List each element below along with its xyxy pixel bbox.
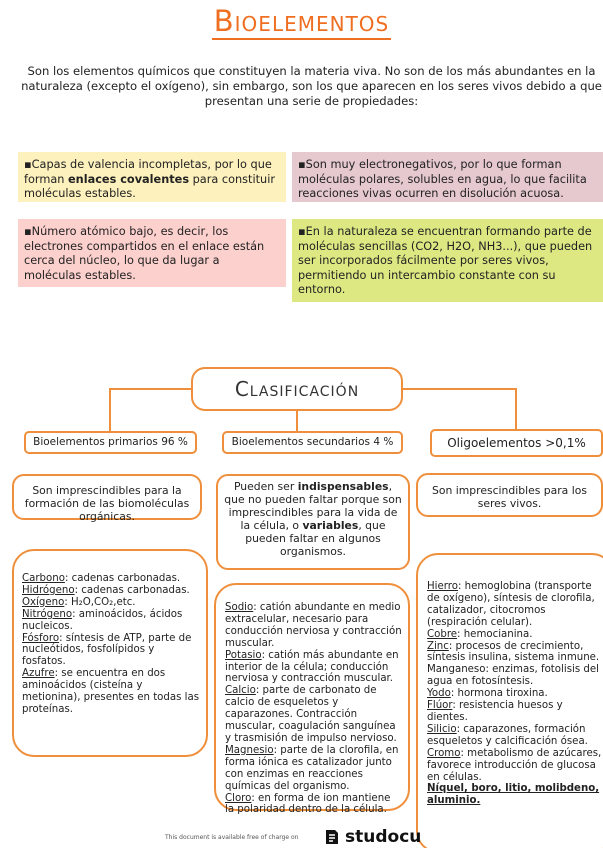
list-item: Hierro: hemoglobina (transporte de oxígeno), síntesis de clorofila, catalizador, citocromos (respiración celular). — [427, 581, 595, 628]
property-note-numero-atomico: ▪Número atómico bajo, es decir, los electrones compartidos en el enlace están cerca del núcleo, lo que da lugar a moléculas estables. — [18, 219, 286, 287]
list-item: Fósforo: síntesis de ATP, parte de nucleótidos, fosfolípidos y fosfatos. — [22, 632, 192, 668]
list-item: Silicio: caparazones, formación esqueletos y calcificación ósea. — [427, 723, 588, 747]
clasificacion-heading: Clasificación — [191, 367, 403, 411]
property-note-valencia: ▪Capas de valencia incompletas, por lo que forman enlaces covalentes para constituir moléculas estables. — [18, 152, 286, 202]
list-oligoelementos — [416, 553, 603, 848]
property-note-electronegativos: ▪Son muy electronegativos, por lo que forman moléculas polares, solubles en agua, lo que facilita reacciones vivas ocurren en disolución acuosa. — [292, 152, 603, 202]
list-item: Sodio: catión abundante en medio extracelular, necesario para conducción nerviosa y contracción muscular. — [225, 602, 402, 649]
list-item: Zinc: procesos de crecimiento, síntesis insulina, sistema inmune. — [427, 640, 600, 664]
studocu-logo-link[interactable]: studocu — [322, 827, 421, 847]
list-item: Yodo: hormona tiroxina. — [427, 688, 548, 700]
list-item: Cromo: metabolismo de azúcares, favorece introducción de glucosa en células. — [427, 747, 602, 783]
category-primarios: Bioelementos primarios 96 % — [24, 431, 197, 454]
list-item: Cloro: en forma de ion mantiene la polaridad dentro de la célula. — [225, 792, 391, 816]
list-item: Flúor: resistencia huesos y dientes. — [427, 700, 563, 723]
list-primarios — [12, 549, 208, 757]
footer-note: This document is available free of charge on — [165, 834, 299, 841]
connector-left — [110, 389, 191, 431]
list-item: Azufre: se encuentra en dos aminoácidos (cisteína y metionina), presentes en todas las proteínas. — [22, 668, 200, 715]
property-note-naturaleza: ▪En la naturaleza se encuentran formando parte de moléculas sencillas (CO2, H2O, NH3...), que pueden ser incorporados fácilmente por seres vivos, permitiendo un intercambio constante con su entorno. — [292, 219, 603, 302]
list-item: Calcio: parte de carbonato de calcio de esqueletos y caparazones. Contracción muscular, coagulación sanguínea y trasmisión de impulso nervioso. — [225, 685, 397, 744]
description-primarios: Son imprescindibles para la formación de las biomoléculas orgánicas. — [12, 474, 202, 520]
list-secundarios — [214, 583, 410, 816]
connector-right — [403, 389, 516, 429]
description-secundarios: Pueden ser indispensables, que no pueden faltar porque son imprescindibles para la vida de la célula, o variables, que pueden faltar en algunos organismos. — [216, 474, 410, 570]
list-item: Magnesio: parte de la clorofila, en forma iónica es catalizador junto con enzimas en reacciones químicas del organismo. — [225, 744, 399, 792]
list-item: Oxígeno: H₂O,CO₂,etc. — [22, 596, 136, 608]
list-item: Hidrógeno: cadenas carbonadas. — [22, 584, 190, 596]
list-item: Manganeso: enzimas, fotolisis del agua en fotosíntesis. — [427, 664, 599, 688]
description-oligoelementos: Son imprescindibles para los seres vivos. — [416, 473, 603, 517]
intro-paragraph: Son los elementos químicos que constituyen la materia viva. No son de los más abundantes en la naturaleza (excepto el oxígeno), sin embargo, son los que aparecen en los seres vivos debido a que presentan una serie de propiedades: — [21, 64, 602, 108]
list-item: Carbono: cadenas carbonadas. — [22, 573, 181, 584]
category-oligoelementos: Oligoelementos >0,1% — [430, 429, 603, 457]
list-item: Potasio: catión más abundante en interior de la célula; conducción nerviosa y contracción muscular. — [225, 649, 399, 685]
list-item: Cobre: hemocianina. — [427, 628, 533, 640]
list-item-final: Níquel, boro, litio, molibdeno, aluminio. — [427, 783, 600, 807]
category-secundarios: Bioelementos secundarios 4 % — [222, 431, 403, 454]
studocu-logo-icon — [322, 827, 342, 847]
list-item: Nitrógeno: aminoácidos, ácidos nucleicos. — [22, 608, 183, 632]
page-title: Bioelementos — [213, 4, 390, 38]
